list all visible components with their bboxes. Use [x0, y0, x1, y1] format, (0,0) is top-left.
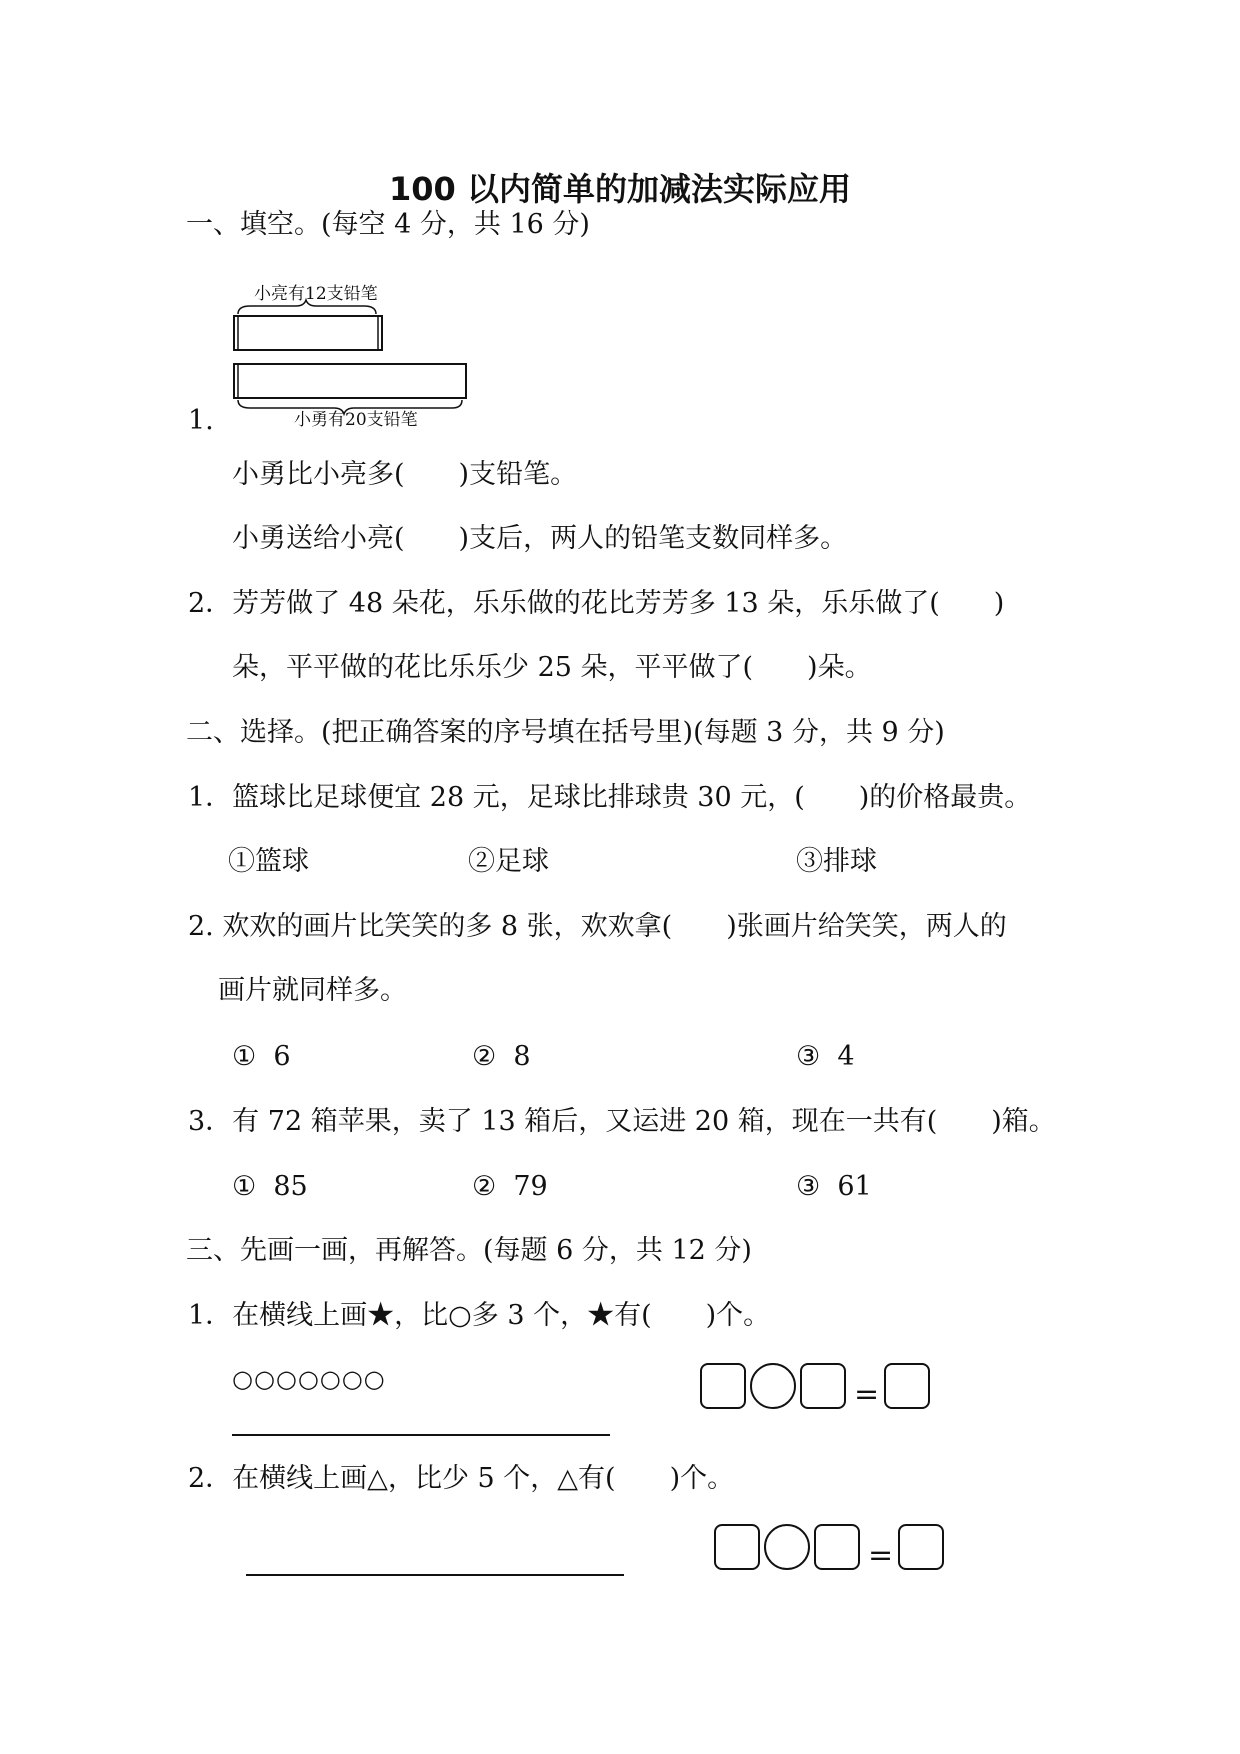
s1-q1-line2: 小勇送给小亮( )支后，两人的铅笔支数同样多。: [232, 523, 848, 554]
s2-q1-option-1: ①篮球: [228, 846, 309, 877]
s3-q2-box-result[interactable]: [898, 1524, 944, 1570]
pencil-diagram: [230, 280, 470, 430]
s2-q1-text: 1．篮球比足球便宜 28 元，足球比排球贵 30 元，( )的价格最贵。: [188, 782, 1032, 813]
s2-q2-line1: 2. 欢欢的画片比笑笑的多 8 张，欢欢拿( )张画片给笑笑，两人的: [188, 911, 1007, 942]
s3-q2-box-1[interactable]: [714, 1524, 760, 1570]
s3-q1-box-result[interactable]: [884, 1363, 930, 1409]
section2-heading: 二、选择。(把正确答案的序号填在括号里)(每题 3 分，共 9 分): [186, 717, 945, 748]
s3-q2-equals: =: [868, 1538, 894, 1573]
diagram-bottom-label: 小勇有20支铅笔: [294, 410, 418, 430]
s2-q3-option-3: ③ 61: [796, 1171, 872, 1202]
s3-q1-box-2[interactable]: [800, 1363, 846, 1409]
s2-q2-option-3: ③ 4: [796, 1041, 855, 1072]
diagram-top-label: 小亮有12支铅笔: [254, 284, 378, 304]
s3-q2-answer-line[interactable]: [246, 1574, 624, 1576]
s3-q1-operator-circle[interactable]: [750, 1363, 796, 1409]
s3-q1-box-1[interactable]: [700, 1363, 746, 1409]
s2-q3-option-2: ② 79: [472, 1171, 548, 1202]
s1-q2-line1: 2．芳芳做了 48 朵花，乐乐做的花比芳芳多 13 朵，乐乐做了( ): [188, 588, 1005, 619]
section1-heading: 一、填空。(每空 4 分，共 16 分): [186, 209, 590, 240]
s1-q1-line1: 小勇比小亮多( )支铅笔。: [232, 459, 578, 490]
s2-q2-option-2: ② 8: [472, 1041, 531, 1072]
s2-q2-option-1: ① 6: [232, 1041, 291, 1072]
q1-number: 1.: [188, 405, 214, 436]
s3-q2-operator-circle[interactable]: [764, 1524, 810, 1570]
s2-q1-option-2: ②足球: [468, 846, 549, 877]
s3-q1-answer-line[interactable]: [232, 1434, 610, 1436]
page-title: 100 以内简单的加减法实际应用: [389, 170, 851, 208]
section3-heading: 三、先画一画，再解答。(每题 6 分，共 12 分): [186, 1235, 752, 1266]
s3-q2-text: 2．在横线上画△，比少 5 个，△有( )个。: [188, 1463, 735, 1494]
s1-q2-line2: 朵，平平做的花比乐乐少 25 朵，平平做了( )朵。: [232, 652, 872, 683]
s2-q3-option-1: ① 85: [232, 1171, 308, 1202]
s3-q2-box-2[interactable]: [814, 1524, 860, 1570]
s2-q2-line2: 画片就同样多。: [218, 975, 407, 1006]
s2-q1-option-3: ③排球: [796, 846, 877, 877]
s2-q3-text: 3．有 72 箱苹果，卖了 13 箱后，又运进 20 箱，现在一共有( )箱。: [188, 1106, 1056, 1137]
s3-q1-circles: ○○○○○○○: [232, 1365, 386, 1393]
s3-q1-text: 1．在横线上画★，比○多 3 个，★有( )个。: [188, 1300, 771, 1331]
diagram-bars: [230, 280, 470, 430]
s3-q1-equals: =: [854, 1377, 880, 1412]
